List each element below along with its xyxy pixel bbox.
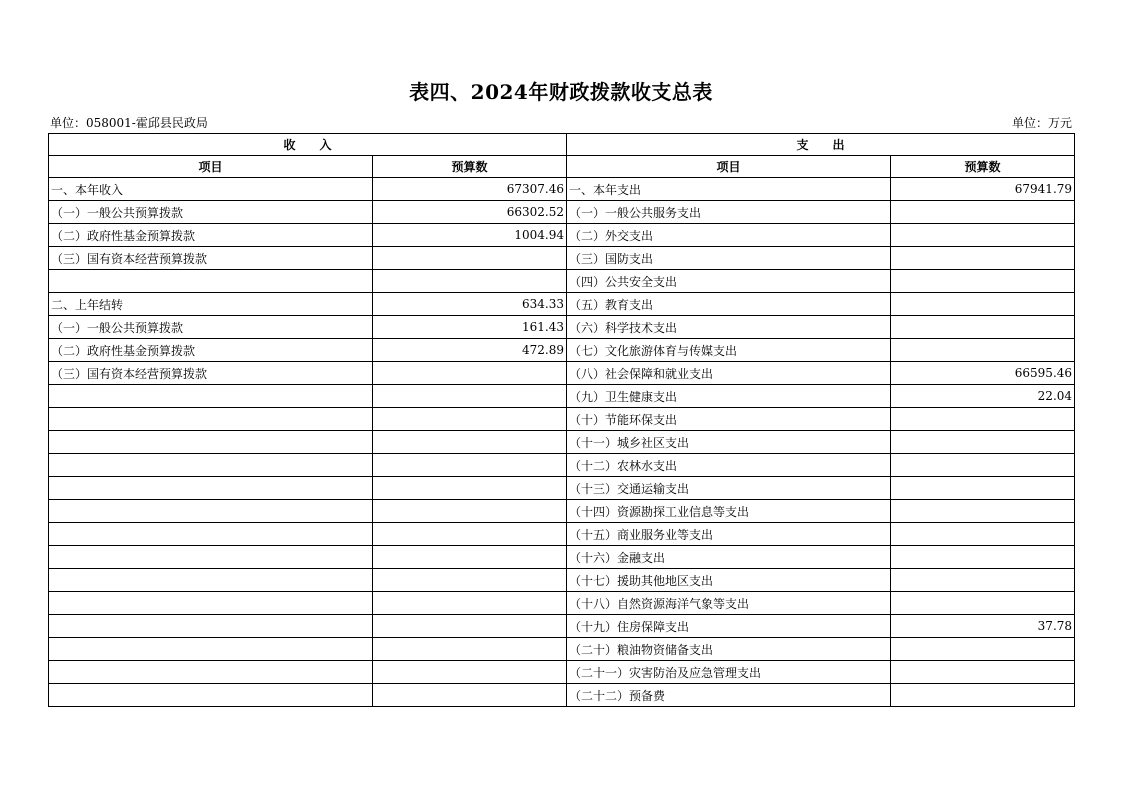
expense-item-cell: 一、本年支出	[567, 178, 891, 201]
expense-amount-header: 预算数	[891, 156, 1075, 178]
table-row	[49, 500, 1075, 523]
table-row	[49, 661, 1075, 684]
expense-amount-cell	[891, 316, 1075, 339]
income-amount-cell: 161.43	[373, 316, 567, 339]
expense-amount-cell	[891, 661, 1075, 684]
table-row	[49, 615, 1075, 638]
income-item-cell	[49, 431, 373, 454]
income-item-cell	[49, 615, 373, 638]
expense-amount-cell: 37.78	[891, 615, 1075, 638]
page-title: 表四、2024年财政拨款收支总表	[409, 80, 713, 104]
income-group-header: 收 入	[49, 134, 567, 156]
income-amount-cell	[373, 615, 567, 638]
income-item-cell	[49, 385, 373, 408]
expense-amount-cell	[891, 523, 1075, 546]
income-amount-cell	[373, 385, 567, 408]
expense-amount-cell	[891, 546, 1075, 569]
income-item-cell: （三）国有资本经营预算拨款	[49, 362, 373, 385]
expense-item-cell: （二十一）灾害防治及应急管理支出	[567, 661, 891, 684]
income-item-header: 项目	[49, 156, 373, 178]
table-row	[49, 362, 1075, 385]
budget-summary-table	[48, 133, 1075, 707]
expense-item-cell: （二十二）预备费	[567, 684, 891, 707]
income-item-cell	[49, 477, 373, 500]
income-amount-cell	[373, 270, 567, 293]
table-row	[49, 569, 1075, 592]
table-row	[49, 638, 1075, 661]
expense-item-cell: （六）科学技术支出	[567, 316, 891, 339]
table-row	[49, 201, 1075, 224]
expense-amount-cell	[891, 684, 1075, 707]
expense-item-cell: （三）国防支出	[567, 247, 891, 270]
income-amount-cell	[373, 592, 567, 615]
income-item-cell: （三）国有资本经营预算拨款	[49, 247, 373, 270]
expense-amount-cell: 66595.46	[891, 362, 1075, 385]
table-body	[49, 178, 1075, 707]
income-item-cell	[49, 408, 373, 431]
income-item-cell: 一、本年收入	[49, 178, 373, 201]
expense-amount-cell	[891, 224, 1075, 247]
income-amount-cell	[373, 431, 567, 454]
expense-item-cell: （九）卫生健康支出	[567, 385, 891, 408]
income-amount-header: 预算数	[373, 156, 567, 178]
income-item-cell	[49, 523, 373, 546]
income-amount-cell	[373, 523, 567, 546]
expense-amount-cell	[891, 592, 1075, 615]
table-row	[49, 224, 1075, 247]
income-amount-cell	[373, 247, 567, 270]
income-item-cell: （一）一般公共预算拨款	[49, 316, 373, 339]
expense-group-header: 支 出	[567, 134, 1075, 156]
table-row	[49, 339, 1075, 362]
expense-amount-cell	[891, 293, 1075, 316]
expense-item-cell: （十）节能环保支出	[567, 408, 891, 431]
expense-item-cell: （十七）援助其他地区支出	[567, 569, 891, 592]
income-item-cell	[49, 546, 373, 569]
expense-item-cell: （十三）交通运输支出	[567, 477, 891, 500]
income-item-cell: （一）一般公共预算拨款	[49, 201, 373, 224]
income-item-cell	[49, 638, 373, 661]
income-amount-cell	[373, 477, 567, 500]
income-item-cell	[49, 454, 373, 477]
table-row	[49, 408, 1075, 431]
table-row	[49, 270, 1075, 293]
expense-amount-cell	[891, 270, 1075, 293]
expense-amount-cell	[891, 201, 1075, 224]
expense-amount-cell	[891, 500, 1075, 523]
table-row	[49, 523, 1075, 546]
expense-item-cell: （四）公共安全支出	[567, 270, 891, 293]
income-amount-cell: 1004.94	[373, 224, 567, 247]
expense-amount-cell: 67941.79	[891, 178, 1075, 201]
income-amount-cell	[373, 546, 567, 569]
income-amount-cell: 67307.46	[373, 178, 567, 201]
expense-item-cell: （十一）城乡社区支出	[567, 431, 891, 454]
income-amount-cell	[373, 408, 567, 431]
table-row	[49, 546, 1075, 569]
income-item-cell	[49, 592, 373, 615]
expense-amount-cell	[891, 454, 1075, 477]
income-item-cell: （二）政府性基金预算拨款	[49, 224, 373, 247]
expense-item-cell: （二十）粮油物资储备支出	[567, 638, 891, 661]
income-amount-cell	[373, 661, 567, 684]
income-item-cell	[49, 569, 373, 592]
expense-item-cell: （十四）资源勘探工业信息等支出	[567, 500, 891, 523]
expense-item-cell: （八）社会保障和就业支出	[567, 362, 891, 385]
income-item-cell: （二）政府性基金预算拨款	[49, 339, 373, 362]
income-item-cell	[49, 684, 373, 707]
expense-item-cell: （十二）农林水支出	[567, 454, 891, 477]
expense-item-header: 项目	[567, 156, 891, 178]
income-amount-cell	[373, 454, 567, 477]
table-row	[49, 178, 1075, 201]
income-amount-cell: 634.33	[373, 293, 567, 316]
expense-amount-cell: 22.04	[891, 385, 1075, 408]
expense-item-cell: （二）外交支出	[567, 224, 891, 247]
unit-right-label: 单位：万元	[1011, 116, 1072, 130]
expense-item-cell: （十六）金融支出	[567, 546, 891, 569]
expense-amount-cell	[891, 431, 1075, 454]
table-row	[49, 385, 1075, 408]
income-amount-cell	[373, 500, 567, 523]
income-amount-cell	[373, 684, 567, 707]
expense-item-cell: （十九）住房保障支出	[567, 615, 891, 638]
table-row	[49, 592, 1075, 615]
table-row	[49, 293, 1075, 316]
expense-amount-cell	[891, 247, 1075, 270]
income-amount-cell	[373, 362, 567, 385]
table-row	[49, 316, 1075, 339]
table-row	[49, 684, 1075, 707]
income-amount-cell: 472.89	[373, 339, 567, 362]
expense-item-cell: （十五）商业服务业等支出	[567, 523, 891, 546]
income-amount-cell	[373, 638, 567, 661]
expense-item-cell: （十八）自然资源海洋气象等支出	[567, 592, 891, 615]
expense-item-cell: （一）一般公共服务支出	[567, 201, 891, 224]
expense-amount-cell	[891, 638, 1075, 661]
income-amount-cell: 66302.52	[373, 201, 567, 224]
income-item-cell	[49, 500, 373, 523]
table-row	[49, 454, 1075, 477]
expense-amount-cell	[891, 408, 1075, 431]
income-item-cell	[49, 661, 373, 684]
income-amount-cell	[373, 569, 567, 592]
table-row	[49, 477, 1075, 500]
expense-amount-cell	[891, 569, 1075, 592]
unit-left-label: 单位：058001-霍邱县民政局	[50, 116, 208, 130]
income-item-cell: 二、上年结转	[49, 293, 373, 316]
expense-item-cell: （七）文化旅游体育与传媒支出	[567, 339, 891, 362]
income-item-cell	[49, 270, 373, 293]
expense-item-cell: （五）教育支出	[567, 293, 891, 316]
expense-amount-cell	[891, 477, 1075, 500]
expense-amount-cell	[891, 339, 1075, 362]
table-row	[49, 247, 1075, 270]
table-row	[49, 431, 1075, 454]
